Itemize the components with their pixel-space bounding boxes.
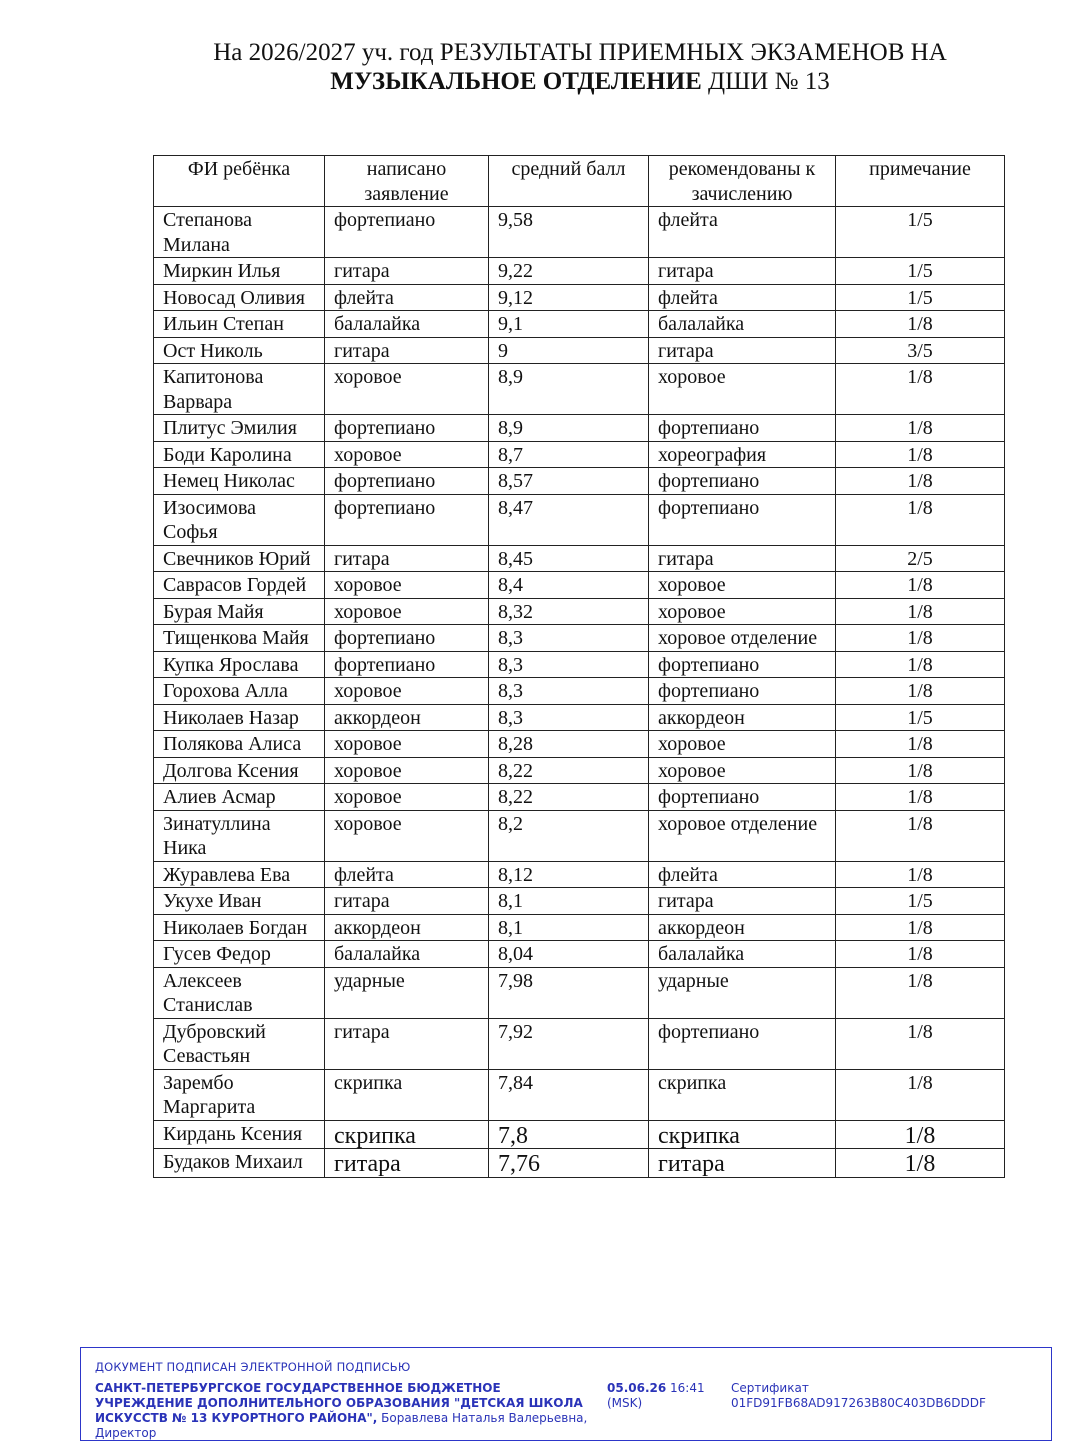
cell-note: 1/8 (836, 810, 1005, 861)
cell-note: 1/8 (836, 757, 1005, 784)
cell-recommended: фортепиано (649, 494, 836, 545)
cell-name: Немец Николас (154, 468, 325, 495)
cell-note: 1/8 (836, 861, 1005, 888)
cell-application: хоровое (325, 731, 489, 758)
title-line-1: На 2026/2027 уч. год РЕЗУЛЬТАТЫ ПРИЕМНЫХ ЭКЗАМЕНОВ НА (213, 39, 947, 66)
cell-note: 1/8 (836, 364, 1005, 415)
cell-note: 1/5 (836, 284, 1005, 311)
cell-recommended: аккордеон (649, 704, 836, 731)
cell-recommended: балалайка (649, 311, 836, 338)
cell-note: 1/8 (836, 311, 1005, 338)
cell-name: Полякова Алиса (154, 731, 325, 758)
cell-application: фортепиано (325, 494, 489, 545)
cell-recommended: фортепиано (649, 784, 836, 811)
table-row (154, 468, 1005, 495)
table-row (154, 311, 1005, 338)
cell-recommended: флейта (649, 284, 836, 311)
table-row (154, 967, 1005, 1018)
table-row (154, 284, 1005, 311)
cell-recommended: скрипка (649, 1120, 836, 1149)
cell-recommended: хоровое отделение (649, 810, 836, 861)
cell-recommended: гитара (649, 888, 836, 915)
cell-application: гитара (325, 1149, 489, 1178)
cell-score: 8,22 (489, 784, 649, 811)
cell-note: 1/5 (836, 704, 1005, 731)
table-row (154, 941, 1005, 968)
cell-application: фортепиано (325, 651, 489, 678)
cell-name: Новосад Оливия (154, 284, 325, 311)
cell-name: Миркин Илья (154, 258, 325, 285)
cell-note: 1/8 (836, 625, 1005, 652)
cell-score: 9,12 (489, 284, 649, 311)
cell-score: 8,3 (489, 651, 649, 678)
cell-recommended: флейта (649, 207, 836, 258)
cell-score: 9 (489, 337, 649, 364)
table-row (154, 861, 1005, 888)
cell-score: 8,28 (489, 731, 649, 758)
table-row (154, 704, 1005, 731)
cell-name: Плитус Эмилия (154, 415, 325, 442)
cell-recommended: гитара (649, 545, 836, 572)
cell-recommended: гитара (649, 337, 836, 364)
cell-recommended: хоровое (649, 731, 836, 758)
cell-note: 1/8 (836, 441, 1005, 468)
cell-name: Долгова Ксения (154, 757, 325, 784)
cell-application: фортепиано (325, 415, 489, 442)
cell-application: хоровое (325, 441, 489, 468)
cell-application: скрипка (325, 1069, 489, 1120)
cell-application: аккордеон (325, 914, 489, 941)
table-row (154, 810, 1005, 861)
cell-score: 8,12 (489, 861, 649, 888)
table-row (154, 784, 1005, 811)
cell-application: аккордеон (325, 704, 489, 731)
cell-score: 9,58 (489, 207, 649, 258)
cell-note: 1/8 (836, 598, 1005, 625)
cell-name: Бурая Майя (154, 598, 325, 625)
title-line-2 (0, 67, 1080, 96)
signature-date (607, 1381, 705, 1411)
cell-recommended: гитара (649, 1149, 836, 1178)
table-row (154, 888, 1005, 915)
cell-recommended: хоровое отделение (649, 625, 836, 652)
cell-score: 8,3 (489, 625, 649, 652)
cell-application: флейта (325, 861, 489, 888)
cell-note: 1/8 (836, 651, 1005, 678)
cell-name: Ост Николь (154, 337, 325, 364)
cell-recommended: фортепиано (649, 468, 836, 495)
cell-application: балалайка (325, 311, 489, 338)
table-row (154, 914, 1005, 941)
cell-application: ударные (325, 967, 489, 1018)
table-row (154, 415, 1005, 442)
cell-note: 1/8 (836, 678, 1005, 705)
cell-name: Дубровский Севастьян (154, 1018, 325, 1069)
table-row (154, 678, 1005, 705)
cell-note: 1/8 (836, 1149, 1005, 1178)
table-row (154, 258, 1005, 285)
cell-recommended: хоровое (649, 598, 836, 625)
cell-name: Зарембо Маргарита (154, 1069, 325, 1120)
cell-note: 1/8 (836, 468, 1005, 495)
cell-note: 1/5 (836, 207, 1005, 258)
table-row (154, 598, 1005, 625)
cell-name: Алиев Асмар (154, 784, 325, 811)
cell-application: хоровое (325, 598, 489, 625)
cell-recommended: фортепиано (649, 678, 836, 705)
cell-name: Кирдань Ксения (154, 1120, 325, 1149)
cell-name: Журавлева Ева (154, 861, 325, 888)
cell-application: гитара (325, 888, 489, 915)
cell-score: 8,04 (489, 941, 649, 968)
table-row (154, 494, 1005, 545)
header-score: средний балл (489, 156, 649, 207)
table-row (154, 1120, 1005, 1149)
table-body (154, 207, 1005, 1178)
cell-recommended: фортепиано (649, 651, 836, 678)
cell-application: гитара (325, 258, 489, 285)
title-department: МУЗЫКАЛЬНОЕ ОТДЕЛЕНИЕ (330, 68, 702, 95)
cell-note: 1/8 (836, 914, 1005, 941)
cell-recommended: аккордеон (649, 914, 836, 941)
cell-recommended: ударные (649, 967, 836, 1018)
cell-note: 1/8 (836, 572, 1005, 599)
signature-time: 16:41 (666, 1381, 705, 1395)
cell-score: 8,3 (489, 704, 649, 731)
header-recommended: рекомендованы к зачислению (649, 156, 836, 207)
cell-score: 9,22 (489, 258, 649, 285)
cell-application: гитара (325, 1018, 489, 1069)
table-row (154, 441, 1005, 468)
cell-name: Николаев Назар (154, 704, 325, 731)
signature-timezone: (MSK) (607, 1396, 643, 1410)
cell-score: 7,76 (489, 1149, 649, 1178)
table-row (154, 625, 1005, 652)
cell-note: 1/8 (836, 784, 1005, 811)
cell-note: 1/8 (836, 415, 1005, 442)
cell-name: Ильин Степан (154, 311, 325, 338)
table-row (154, 1018, 1005, 1069)
cell-note: 1/8 (836, 967, 1005, 1018)
cell-name: Изосимова Софья (154, 494, 325, 545)
results-table (153, 155, 1005, 1178)
header-name: ФИ ребёнка (154, 156, 325, 207)
cell-recommended: хореография (649, 441, 836, 468)
cell-score: 8,32 (489, 598, 649, 625)
cell-score: 8,45 (489, 545, 649, 572)
cell-score: 8,7 (489, 441, 649, 468)
cell-score: 7,8 (489, 1120, 649, 1149)
signature-date-value: 05.06.26 (607, 1381, 667, 1395)
cell-name: Капитонова Варвара (154, 364, 325, 415)
cell-recommended: хоровое (649, 364, 836, 415)
table-row (154, 731, 1005, 758)
signature-organization-name: САНКТ-ПЕТЕРБУРГСКОЕ ГОСУДАРСТВЕННОЕ БЮДЖЕТНОЕ УЧРЕЖДЕНИЕ ДОПОЛНИТЕЛЬНОГО ОБРАЗОВАНИЯ "ДЕТСКАЯ ШКОЛА ИСКУССТВ № 13 КУРОРТНОГО РАЙОНА", (95, 1381, 583, 1425)
cell-note: 1/8 (836, 731, 1005, 758)
cell-recommended: флейта (649, 861, 836, 888)
header-note: примечание (836, 156, 1005, 207)
cell-application: балалайка (325, 941, 489, 968)
cell-application: флейта (325, 284, 489, 311)
cell-recommended: хоровое (649, 572, 836, 599)
cell-name: Николаев Богдан (154, 914, 325, 941)
cell-score: 9,1 (489, 311, 649, 338)
cell-score: 8,57 (489, 468, 649, 495)
cell-score: 8,1 (489, 888, 649, 915)
cell-name: Степанова Милана (154, 207, 325, 258)
cell-application: хоровое (325, 784, 489, 811)
cell-recommended: фортепиано (649, 415, 836, 442)
table-row (154, 364, 1005, 415)
cell-note: 1/8 (836, 941, 1005, 968)
cell-score: 8,4 (489, 572, 649, 599)
cell-name: Укухе Иван (154, 888, 325, 915)
cell-application: гитара (325, 337, 489, 364)
cell-name: Зинатуллина Ника (154, 810, 325, 861)
table-row (154, 572, 1005, 599)
signature-signer: Боравлева Наталья Валерьевна, Директор (95, 1411, 588, 1440)
cell-recommended: фортепиано (649, 1018, 836, 1069)
cell-application: хоровое (325, 678, 489, 705)
table-row (154, 207, 1005, 258)
cell-note: 1/8 (836, 494, 1005, 545)
table-row (154, 1149, 1005, 1178)
table-row (154, 651, 1005, 678)
cell-application: скрипка (325, 1120, 489, 1149)
cell-recommended: скрипка (649, 1069, 836, 1120)
cell-note: 3/5 (836, 337, 1005, 364)
cell-name: Саврасов Гордей (154, 572, 325, 599)
cell-note: 1/5 (836, 258, 1005, 285)
cell-recommended: балалайка (649, 941, 836, 968)
table-header-row (154, 156, 1005, 207)
cell-score: 7,92 (489, 1018, 649, 1069)
signature-certificate: Сертификат 01FD91FB68AD917263B80C403DB6DDDF (731, 1381, 986, 1410)
cell-score: 8,3 (489, 678, 649, 705)
cell-application: фортепиано (325, 625, 489, 652)
cell-note: 2/5 (836, 545, 1005, 572)
cell-score: 7,98 (489, 967, 649, 1018)
cell-note: 1/8 (836, 1018, 1005, 1069)
document-title (0, 38, 1080, 96)
cell-score: 8,9 (489, 364, 649, 415)
table-row (154, 1069, 1005, 1120)
cell-application: хоровое (325, 757, 489, 784)
table-row (154, 337, 1005, 364)
table-row (154, 545, 1005, 572)
cell-score: 8,1 (489, 914, 649, 941)
header-application: написано заявление (325, 156, 489, 207)
title-school: ДШИ № 13 (701, 68, 830, 95)
table-row (154, 757, 1005, 784)
cell-name: Купка Ярослава (154, 651, 325, 678)
cell-application: хоровое (325, 810, 489, 861)
cell-name: Тищенкова Майя (154, 625, 325, 652)
cell-name: Боди Каролина (154, 441, 325, 468)
cell-application: фортепиано (325, 468, 489, 495)
cell-score: 8,9 (489, 415, 649, 442)
cell-score: 8,22 (489, 757, 649, 784)
cell-application: фортепиано (325, 207, 489, 258)
cell-name: Алексеев Станислав (154, 967, 325, 1018)
cell-name: Будаков Михаил (154, 1149, 325, 1178)
signature-organization (95, 1381, 595, 1441)
cell-recommended: хоровое (649, 757, 836, 784)
cell-recommended: гитара (649, 258, 836, 285)
cell-note: 1/8 (836, 1120, 1005, 1149)
cell-name: Горохова Алла (154, 678, 325, 705)
cell-note: 1/8 (836, 1069, 1005, 1120)
cell-application: хоровое (325, 572, 489, 599)
electronic-signature-stamp (80, 1347, 1052, 1441)
signature-heading: ДОКУМЕНТ ПОДПИСАН ЭЛЕКТРОННОЙ ПОДПИСЬЮ (95, 1360, 411, 1374)
cell-name: Свечников Юрий (154, 545, 325, 572)
cell-note: 1/5 (836, 888, 1005, 915)
cell-score: 7,84 (489, 1069, 649, 1120)
cell-name: Гусев Федор (154, 941, 325, 968)
cell-score: 8,47 (489, 494, 649, 545)
cell-score: 8,2 (489, 810, 649, 861)
cell-application: хоровое (325, 364, 489, 415)
cell-application: гитара (325, 545, 489, 572)
